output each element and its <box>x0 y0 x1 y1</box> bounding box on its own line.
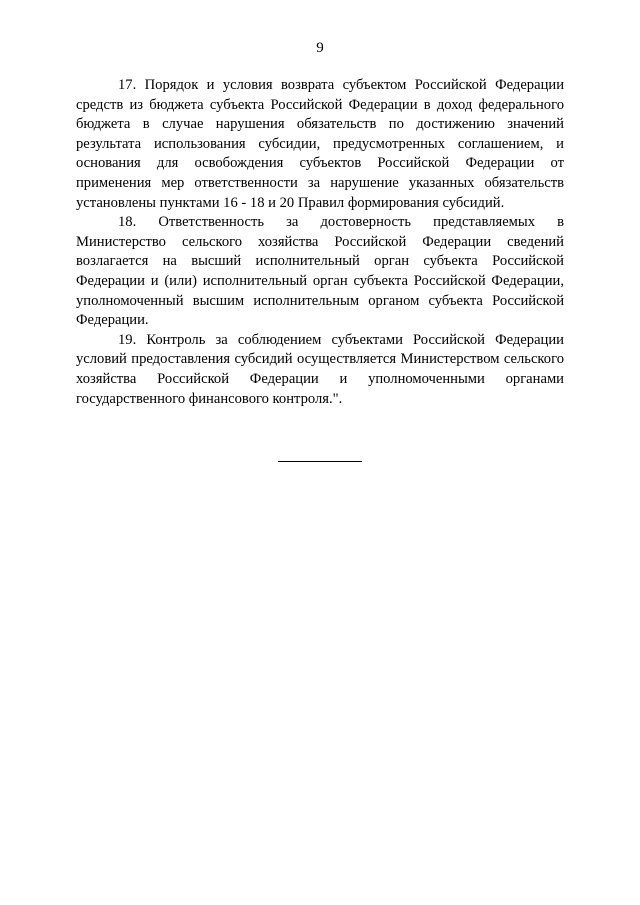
paragraph-17: 17. Порядок и условия возврата субъектом Российской Федерации средств из бюджета субъекта Российской Федерации в доход федерального бюджета в случае нарушения обязательств по достижению значений результата использования субсидии, предусмотренных соглашением, и основания для освобождения субъектов Российской Федерации от применения мер ответственности за нарушение указанных обязательств установлены пунктами 16 - 18 и 20 Правил формирования субсидий. <box>76 77 564 211</box>
page-number: 9 <box>316 40 324 56</box>
paragraph-19: 19. Контроль за соблюдением субъектами Российской Федерации условий предоставления субсидий осуществляется Министерством сельского хозяйства Российской Федерации и уполномоченными органами государственного финансового контроля.". <box>76 331 564 407</box>
document-body <box>76 76 564 409</box>
end-of-text-rule <box>278 461 362 462</box>
paragraph-18: 18. Ответственность за достоверность представляемых в Министерство сельского хозяйства Российской Федерации сведений возлагается на высший исполнительный орган субъекта Российской Федерации и (или) исполнительный орган субъекта Российской Федерации, уполномоченный высшим исполнительным органом субъекта Российской Федерации. <box>76 214 564 329</box>
